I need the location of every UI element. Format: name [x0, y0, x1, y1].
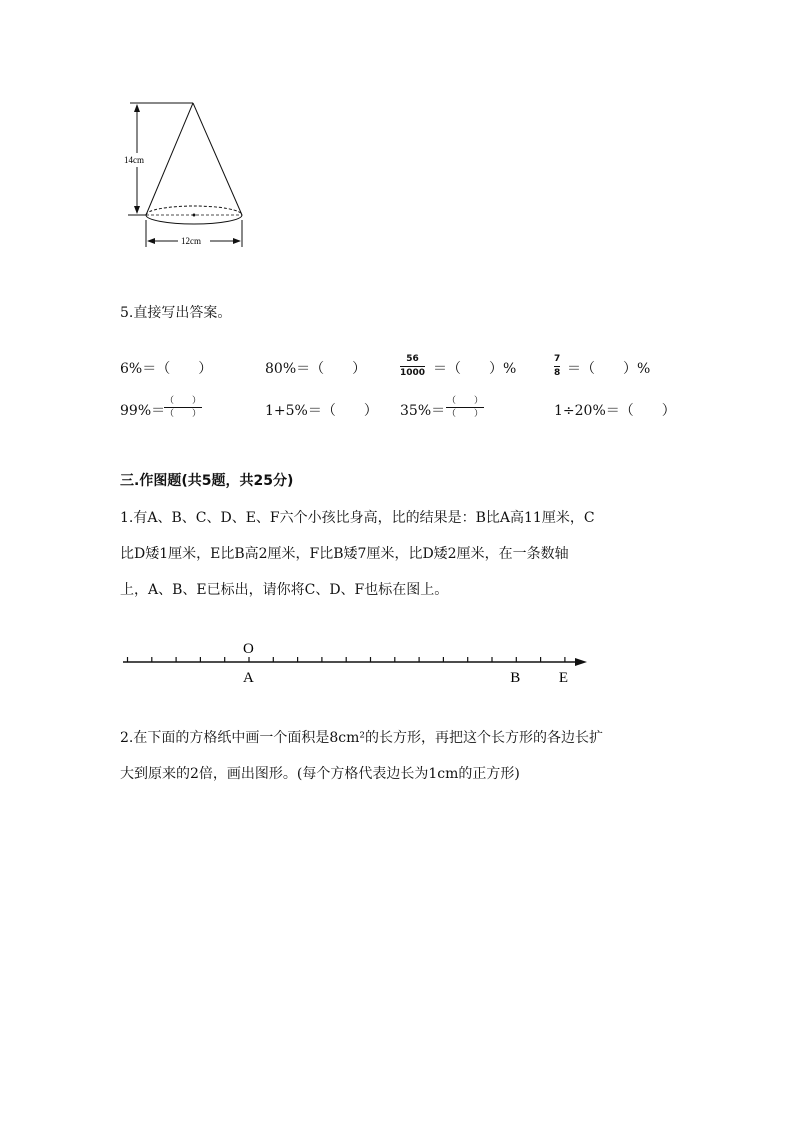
- q5-item-6: 1+5%＝（ ）: [265, 403, 378, 419]
- q5-item-2: 80%＝（ ）: [265, 361, 367, 377]
- cone-height-label: 14cm: [124, 155, 144, 165]
- q1-line-3: 上，A、B、E已标出，请你将C、D、F也标在图上。: [120, 582, 449, 598]
- number-line-arrow: [575, 658, 587, 666]
- origin-label: O: [243, 641, 254, 657]
- point-label-a: A: [243, 670, 254, 686]
- q5-item-8: 1÷20%＝（ ）: [554, 403, 676, 419]
- q1-paragraph: [120, 500, 680, 608]
- q2-paragraph: [120, 720, 680, 792]
- cone-diameter-label: 12cm: [181, 236, 201, 246]
- q5-item-5-fraction: （ ） （ ）: [164, 396, 201, 419]
- q1-line-2: 比D矮1厘米，E比B高2厘米，F比B矮7厘米，比D矮2厘米，在一条数轴: [120, 546, 569, 562]
- cone-figure: [120, 95, 255, 255]
- q5-item-7-fraction: （ ） （ ）: [446, 396, 483, 419]
- q2-line-1: 2.在下面的方格纸中画一个面积是8cm²的长方形，再把这个长方形的各边长扩: [120, 730, 603, 746]
- q5-item-3-answer: ＝（ ）%: [433, 361, 517, 377]
- q1-line-1: 1.有A、B、C、D、E、F六个小孩比身高，比的结果是：B比A高11厘米，C: [120, 510, 595, 526]
- q2-line-2: 大到原来的2倍，画出图形。(每个方格代表边长为1cm的正方形): [120, 766, 520, 782]
- fraction-56-1000: 56 1000: [400, 354, 426, 378]
- fraction-7-8: 7 8: [554, 354, 561, 378]
- q5-item-1: 6%＝（ ）: [120, 361, 213, 377]
- q5-title: 5.直接写出答案。: [120, 305, 232, 321]
- section-heading: 三.作图题(共5题，共25分): [120, 473, 294, 489]
- number-line: [115, 636, 595, 692]
- q5-item-7-lead: 35%＝: [400, 403, 446, 419]
- point-label-e: E: [558, 670, 569, 686]
- point-label-b: B: [510, 670, 521, 686]
- q5-item-4-answer: ＝（ ）%: [567, 361, 651, 377]
- q5-item-5-lead: 99%＝: [120, 403, 166, 419]
